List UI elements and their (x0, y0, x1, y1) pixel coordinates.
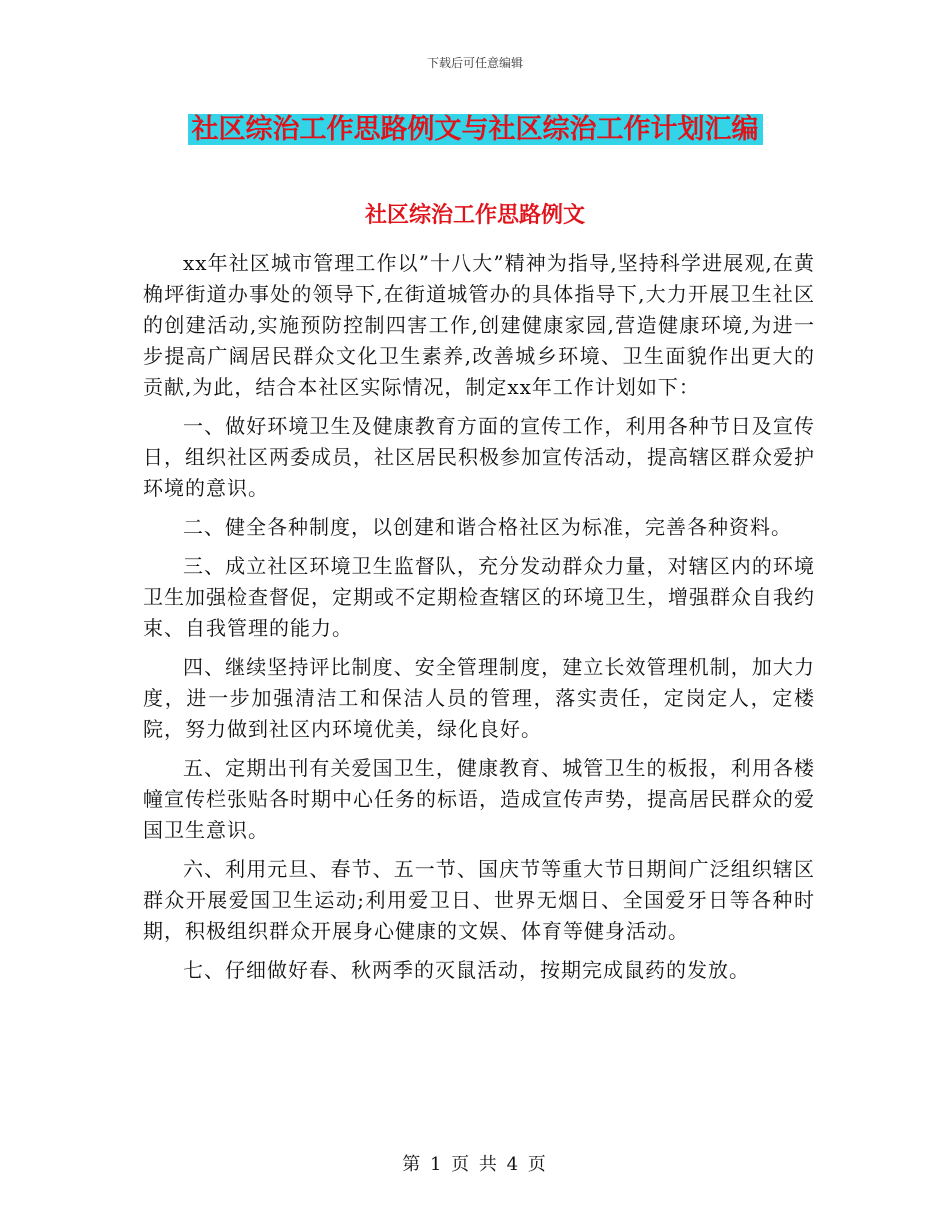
paragraph-intro: xx年社区城市管理工作以”十八大”精神为指导,坚持科学进展观,在黄桷坪街道办事处的领导下,在街道城管办的具体指导下,大力开展卫生社区的创建活动,实施预防控制四害工作,创建健康家园,营造健康环境,为进一步提高广阔居民群众文化卫生素养,改善城乡环境、卫生面貌作出更大的贡献,为此，结合本社区实际情况，制定xx年工作计划如下： (143, 251, 815, 399)
paragraph-item-7: 七、仔细做好春、秋两季的灭鼠活动，按期完成鼠药的发放。 (183, 958, 750, 982)
paragraph-item-5: 五、定期出刊有关爱国卫生，健康教育、城管卫生的板报，利用各楼幢宣传栏张贴各时期中心任务的标语，造成宣传声势，提高居民群众的爱国卫生意识。 (143, 756, 815, 842)
body-text (143, 248, 815, 994)
document-title-text: 社区综治工作思路例文与社区综治工作计划汇编 (188, 114, 763, 145)
paragraph-item-4: 四、继续坚持评比制度、安全管理制度，建立长效管理机制，加大力度，进一步加强清洁工和保洁人员的管理，落实责任，定岗定人，定楼院，努力做到社区内环境优美，绿化良好。 (143, 655, 815, 741)
document-title (0, 110, 950, 150)
paragraph-item-6: 六、利用元旦、春节、五一节、国庆节等重大节日期间广泛组织辖区群众开展爱国卫生运动;利用爱卫日、世界无烟日、全国爱牙日等各种时期，积极组织群众开展身心健康的文娱、体育等健身活动。 (143, 857, 815, 943)
section-title: 社区综治工作思路例文 (364, 203, 585, 228)
paragraph-item-3: 三、成立社区环境卫生监督队，充分发动群众力量，对辖区内的环境卫生加强检查督促，定期或不定期检查辖区的环境卫生，增强群众自我约束、自我管理的能力。 (143, 554, 815, 640)
paragraph-item-1: 一、做好环境卫生及健康教育方面的宣传工作，利用各种节日及宣传日，组织社区两委成员，社区居民积极参加宣传活动，提高辖区群众爱护环境的意识。 (143, 414, 815, 500)
paragraph-item-2: 二、健全各种制度，以创建和谐合格社区为标准，完善各种资料。 (183, 515, 792, 539)
page-number: 第 1 页 共 4 页 (402, 1154, 548, 1175)
header-note: 下载后可任意编辑 (426, 56, 523, 70)
